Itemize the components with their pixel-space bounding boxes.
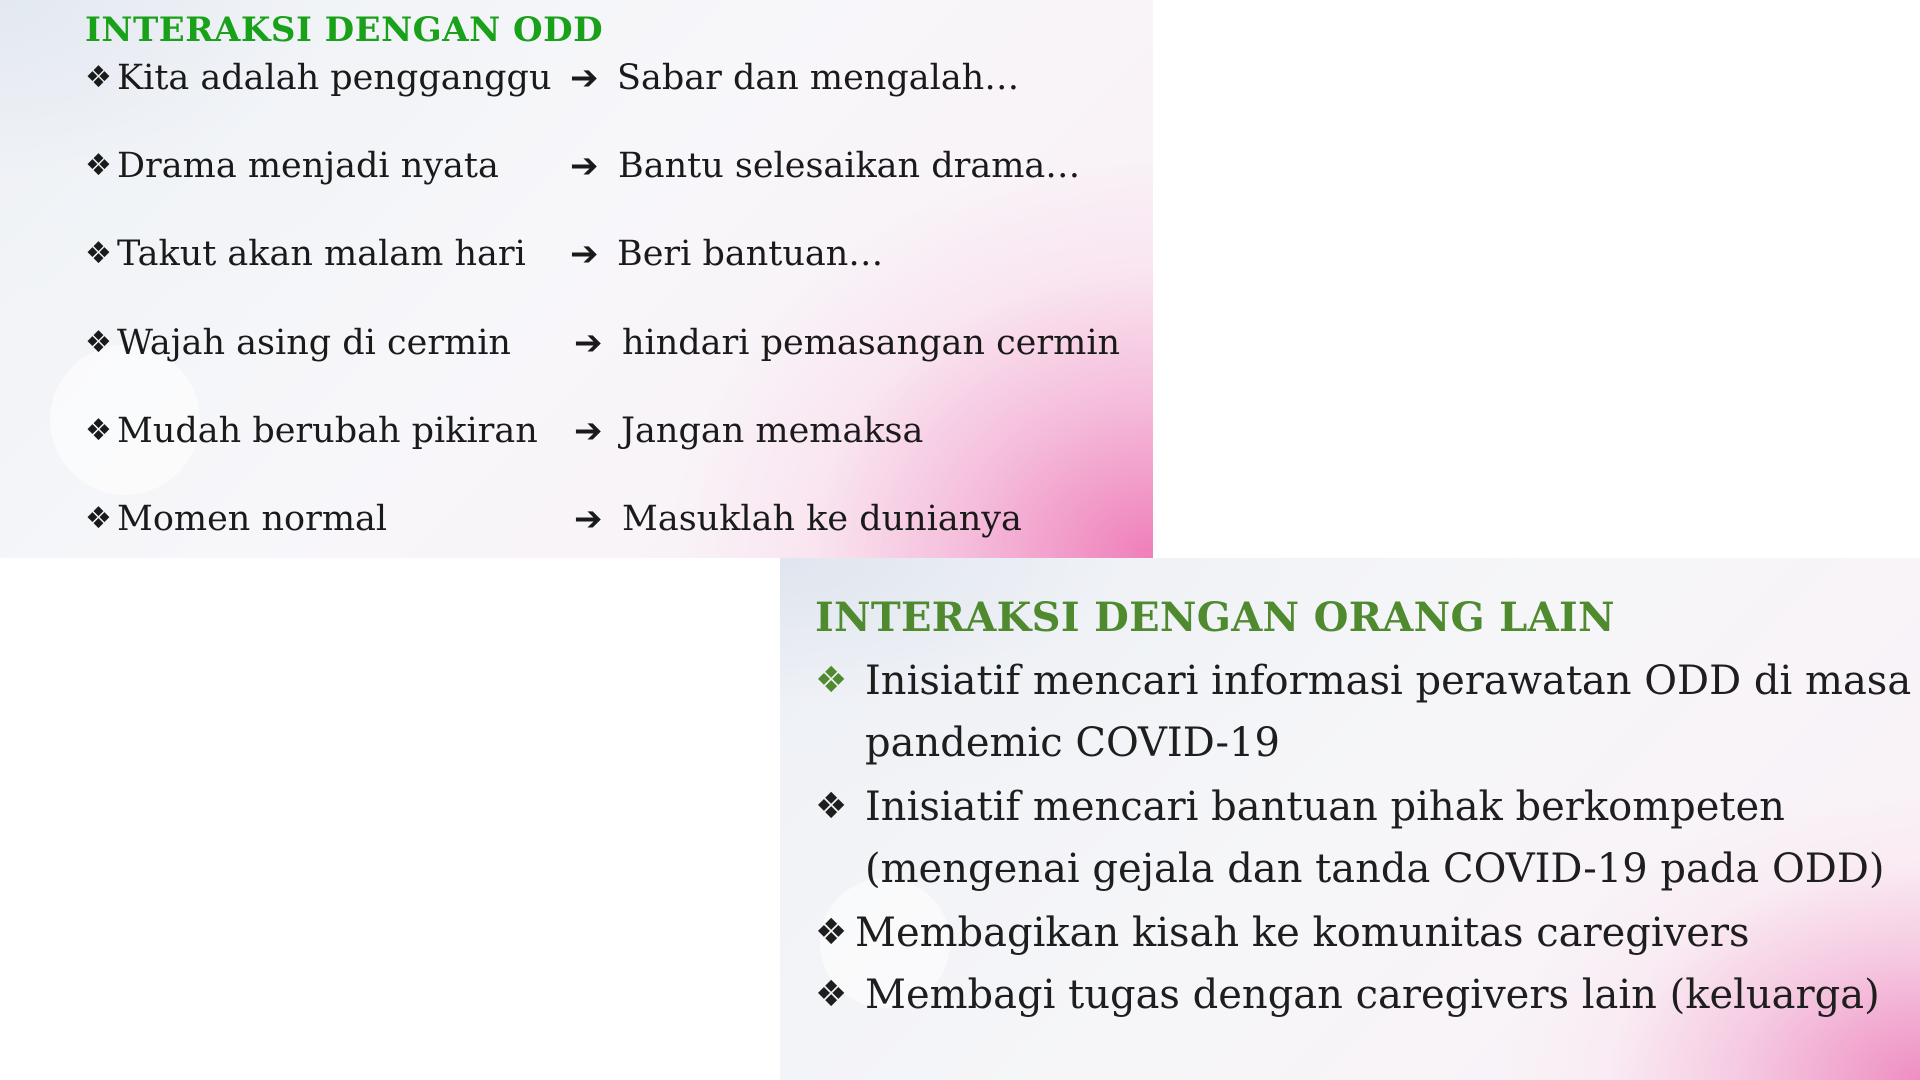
odd-row xyxy=(85,494,1135,544)
diamond-bullet-icon: ❖ xyxy=(815,660,848,701)
list-item-text: Membagikan kisah ke komunitas caregivers xyxy=(855,910,1750,956)
odd-row xyxy=(85,229,1135,279)
list-item xyxy=(815,902,1915,964)
odd-row-response: Jangan memaksa xyxy=(621,411,924,451)
list-item-text-continued: pandemic COVID-19 xyxy=(865,720,1280,766)
diamond-bullet-icon: ❖ xyxy=(85,236,112,271)
arrow-right-icon: ➔ xyxy=(570,234,599,274)
arrow-right-icon: ➔ xyxy=(570,58,599,98)
diamond-bullet-icon: ❖ xyxy=(85,413,112,448)
list-item-text: Inisiatif mencari informasi perawatan ODD di masa xyxy=(865,658,1912,704)
odd-section-title: INTERAKSI DENGAN ODD xyxy=(85,10,604,50)
odd-row-behavior: Kita adalah pengganggu xyxy=(117,58,552,98)
odd-row-response: Bantu selesaikan drama… xyxy=(618,146,1081,186)
diamond-bullet-icon: ❖ xyxy=(85,501,112,536)
odd-row-behavior: Mudah berubah pikiran xyxy=(117,411,538,451)
odd-row xyxy=(85,53,1135,103)
other-interaction-slide xyxy=(780,558,1920,1080)
diamond-bullet-icon: ❖ xyxy=(85,325,112,360)
list-item xyxy=(815,650,1915,774)
odd-row xyxy=(85,406,1135,456)
odd-row-response: Sabar dan mengalah… xyxy=(617,58,1020,98)
odd-row-behavior: Momen normal xyxy=(117,499,388,539)
list-item-text-continued: (mengenai gejala dan tanda COVID-19 pada ODD) xyxy=(865,846,1885,892)
list-item-text: Inisiatif mencari bantuan pihak berkompeten xyxy=(865,784,1785,830)
odd-row-response: Masuklah ke dunianya xyxy=(622,499,1022,539)
diamond-bullet-icon: ❖ xyxy=(815,974,848,1015)
odd-row-behavior: Wajah asing di cermin xyxy=(117,323,511,363)
arrow-right-icon: ➔ xyxy=(574,323,603,363)
odd-row-response: hindari pemasangan cermin xyxy=(622,323,1121,363)
arrow-right-icon: ➔ xyxy=(570,146,599,186)
diamond-bullet-icon: ❖ xyxy=(85,60,112,95)
list-item xyxy=(815,964,1915,1026)
odd-row xyxy=(85,141,1135,191)
odd-row-response: Beri bantuan… xyxy=(617,234,884,274)
odd-row-behavior: Takut akan malam hari xyxy=(117,234,526,274)
odd-interaction-slide xyxy=(0,0,1153,558)
odd-row-behavior: Drama menjadi nyata xyxy=(117,146,499,186)
odd-row xyxy=(85,318,1135,368)
list-item-text: Membagi tugas dengan caregivers lain (keluarga) xyxy=(865,972,1880,1018)
diamond-bullet-icon: ❖ xyxy=(85,148,112,183)
arrow-right-icon: ➔ xyxy=(574,499,603,539)
diamond-bullet-icon: ❖ xyxy=(815,912,848,953)
arrow-right-icon: ➔ xyxy=(574,411,603,451)
diamond-bullet-icon: ❖ xyxy=(815,786,848,827)
list-item xyxy=(815,776,1915,900)
other-section-title: INTERAKSI DENGAN ORANG LAIN xyxy=(815,594,1615,641)
